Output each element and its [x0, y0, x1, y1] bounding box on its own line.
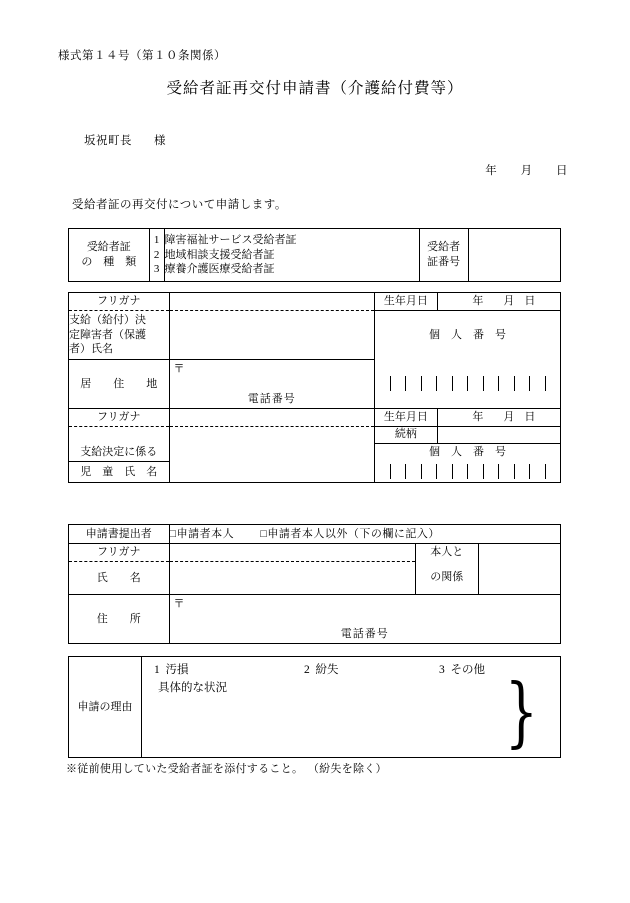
footer-note	[66, 760, 387, 776]
brace-icon: }	[504, 669, 538, 757]
kind-option-1-text[interactable]: 障害福祉サービス受給者証	[164, 233, 297, 246]
mynumber-box[interactable]	[375, 376, 391, 391]
child-relation-field[interactable]	[437, 427, 560, 444]
reason-table	[68, 656, 561, 758]
child-relation-label: 続柄	[375, 427, 438, 444]
addressee	[84, 132, 166, 148]
submitter-address-label: 住 所	[69, 595, 170, 644]
submitter-checks[interactable]	[169, 525, 560, 544]
certificate-number-label	[419, 229, 468, 282]
mynumber-box[interactable]	[515, 376, 531, 391]
child-dob-day: 日	[524, 411, 536, 424]
mynumber-box[interactable]	[391, 464, 407, 479]
recipient-dob-day: 日	[524, 295, 536, 308]
reason-options[interactable]	[154, 663, 544, 679]
child-mynumber-cells[interactable]	[375, 462, 561, 483]
mynumber-box[interactable]	[546, 464, 561, 479]
recipient-name-field[interactable]	[169, 311, 375, 360]
mynumber-box[interactable]	[499, 464, 515, 479]
checkbox-other[interactable]: □申請者本人以外（下の欄に記入）	[260, 527, 440, 540]
date-year-label: 年	[485, 165, 498, 177]
addressee-name: 坂祝町長	[84, 135, 132, 147]
kind-option-3-no: 3	[153, 263, 160, 276]
child-name-field[interactable]	[169, 443, 375, 462]
recipient-furigana-label: フリガナ	[69, 293, 170, 311]
intro-text: 受給者証の再交付について申請します。	[72, 199, 287, 211]
submitter-furigana-label: フリガナ	[69, 544, 170, 562]
mynumber-boxes[interactable]	[375, 376, 560, 391]
submitter-relation-label-line1: 本人と	[430, 546, 464, 559]
child-name-label-top	[69, 427, 170, 444]
mynumber-box[interactable]	[437, 464, 453, 479]
form-number: 様式第１４号（第１０条関係）	[58, 50, 226, 62]
recipient-address-field[interactable]	[169, 360, 375, 409]
certificate-kind-label-line2: の 種 類	[81, 256, 137, 268]
reason-label: 申請の理由	[69, 657, 142, 758]
mynumber-box[interactable]	[422, 376, 438, 391]
submitter-name-label: 氏 名	[69, 562, 170, 595]
mynumber-box[interactable]	[422, 464, 438, 479]
kind-option-2-text[interactable]: 地域相談支援受給者証	[164, 248, 275, 261]
recipient-name-label-line3: 者）氏名	[69, 343, 113, 356]
recipient-name-label	[69, 311, 170, 360]
child-name-field-2[interactable]	[169, 462, 375, 483]
recipient-tel-label: 電話番号	[247, 393, 296, 406]
certificate-kind-label	[69, 229, 150, 282]
recipient-dob-label: 生年月日	[375, 293, 438, 311]
submitter-relation-field-top[interactable]	[478, 544, 560, 562]
postal-mark-icon: 〒	[173, 598, 185, 610]
mynumber-box[interactable]	[453, 464, 469, 479]
child-name-label	[69, 443, 170, 462]
certificate-kind-table	[68, 228, 561, 282]
certificate-kind-options	[164, 229, 419, 282]
footer-note-paren: （紛失を除く）	[313, 763, 387, 775]
mynumber-box[interactable]	[484, 376, 500, 391]
submitter-furigana-field[interactable]	[169, 544, 415, 562]
child-name-label-line2: 児 童 氏 名	[80, 465, 158, 478]
child-dob-month: 月	[503, 411, 515, 424]
submitter-relation-field[interactable]	[478, 562, 560, 595]
reason-body[interactable]	[142, 657, 561, 758]
child-name-label-line1: 支給決定に係る	[80, 445, 158, 458]
mynumber-box[interactable]	[437, 376, 453, 391]
mynumber-box[interactable]	[406, 376, 422, 391]
certificate-kind-label-line1: 受給者証	[86, 241, 131, 254]
mynumber-boxes[interactable]	[375, 464, 560, 479]
mynumber-box[interactable]	[499, 376, 515, 391]
recipient-table	[68, 292, 561, 483]
mynumber-box[interactable]	[484, 464, 500, 479]
submitter-table	[68, 524, 561, 644]
child-furigana-label: フリガナ	[69, 409, 170, 427]
submitter-row-label: 申請書提出者	[69, 525, 170, 544]
reason-option-2[interactable]: 2 紛失	[304, 664, 339, 676]
recipient-mynumber-label: 個 人 番 号	[375, 311, 561, 360]
child-dob-label: 生年月日	[375, 409, 438, 427]
submitter-tel-label: 電話番号	[340, 628, 389, 641]
recipient-address-label: 居 住 地	[69, 360, 170, 409]
mynumber-box[interactable]	[453, 376, 469, 391]
mynumber-box[interactable]	[406, 464, 422, 479]
reason-detail-label: 具体的な状況	[158, 682, 227, 694]
checkbox-self[interactable]: □申請者本人	[169, 527, 235, 540]
child-name-field-top[interactable]	[169, 427, 375, 444]
child-mynumber-label: 個 人 番 号	[375, 443, 561, 462]
submitter-name-field[interactable]	[169, 562, 415, 595]
recipient-furigana-field[interactable]	[169, 293, 375, 311]
recipient-dob-month: 月	[503, 295, 515, 308]
date-month-label: 月	[520, 165, 533, 177]
certificate-number-label-line2: 証番号	[427, 256, 461, 268]
kind-option-2-no: 2	[153, 248, 160, 261]
mynumber-box[interactable]	[530, 376, 546, 391]
mynumber-box[interactable]	[391, 376, 407, 391]
kind-option-3-text[interactable]: 療養介護医療受給者証	[164, 263, 275, 276]
submitter-relation-label-line2: の関係	[430, 571, 464, 584]
page-title: 受給者証再交付申請書（介護給付費等）	[166, 80, 464, 97]
recipient-name-label-line2: 定障害者（保護	[69, 328, 146, 341]
mynumber-box[interactable]	[546, 376, 561, 391]
submitter-address-field[interactable]	[169, 595, 560, 644]
certificate-kind-numbers	[149, 229, 164, 282]
reason-option-1[interactable]: 1 汚損	[154, 664, 189, 676]
date-day-label: 日	[556, 165, 568, 177]
submitter-relation-label	[415, 544, 478, 562]
child-furigana-field[interactable]	[169, 409, 375, 427]
child-name-label-2	[69, 462, 170, 483]
recipient-name-label-line1: 支給（給付）決	[69, 313, 146, 326]
recipient-dob-field[interactable]	[437, 293, 560, 311]
mynumber-box[interactable]	[468, 376, 484, 391]
footer-note-text: ※従前使用していた受給者証を添付すること。	[66, 763, 304, 775]
mynumber-box[interactable]	[530, 464, 546, 479]
mynumber-box[interactable]	[515, 464, 531, 479]
recipient-mynumber-cells[interactable]	[375, 360, 561, 409]
certificate-number-field[interactable]	[468, 229, 560, 282]
child-dob-year: 年	[472, 411, 484, 424]
child-dob-field[interactable]	[437, 409, 560, 427]
mynumber-box[interactable]	[468, 464, 484, 479]
certificate-number-label-line1: 受給者	[427, 241, 461, 254]
submitter-relation-label-2	[415, 562, 478, 595]
recipient-dob-year: 年	[472, 295, 484, 308]
addressee-honorific: 様	[154, 135, 166, 147]
mynumber-box[interactable]	[375, 464, 391, 479]
reason-option-3[interactable]: 3 その他	[439, 664, 485, 676]
postal-mark-icon: 〒	[173, 363, 185, 375]
kind-option-1-no: 1	[153, 233, 160, 246]
date-line	[485, 162, 568, 178]
